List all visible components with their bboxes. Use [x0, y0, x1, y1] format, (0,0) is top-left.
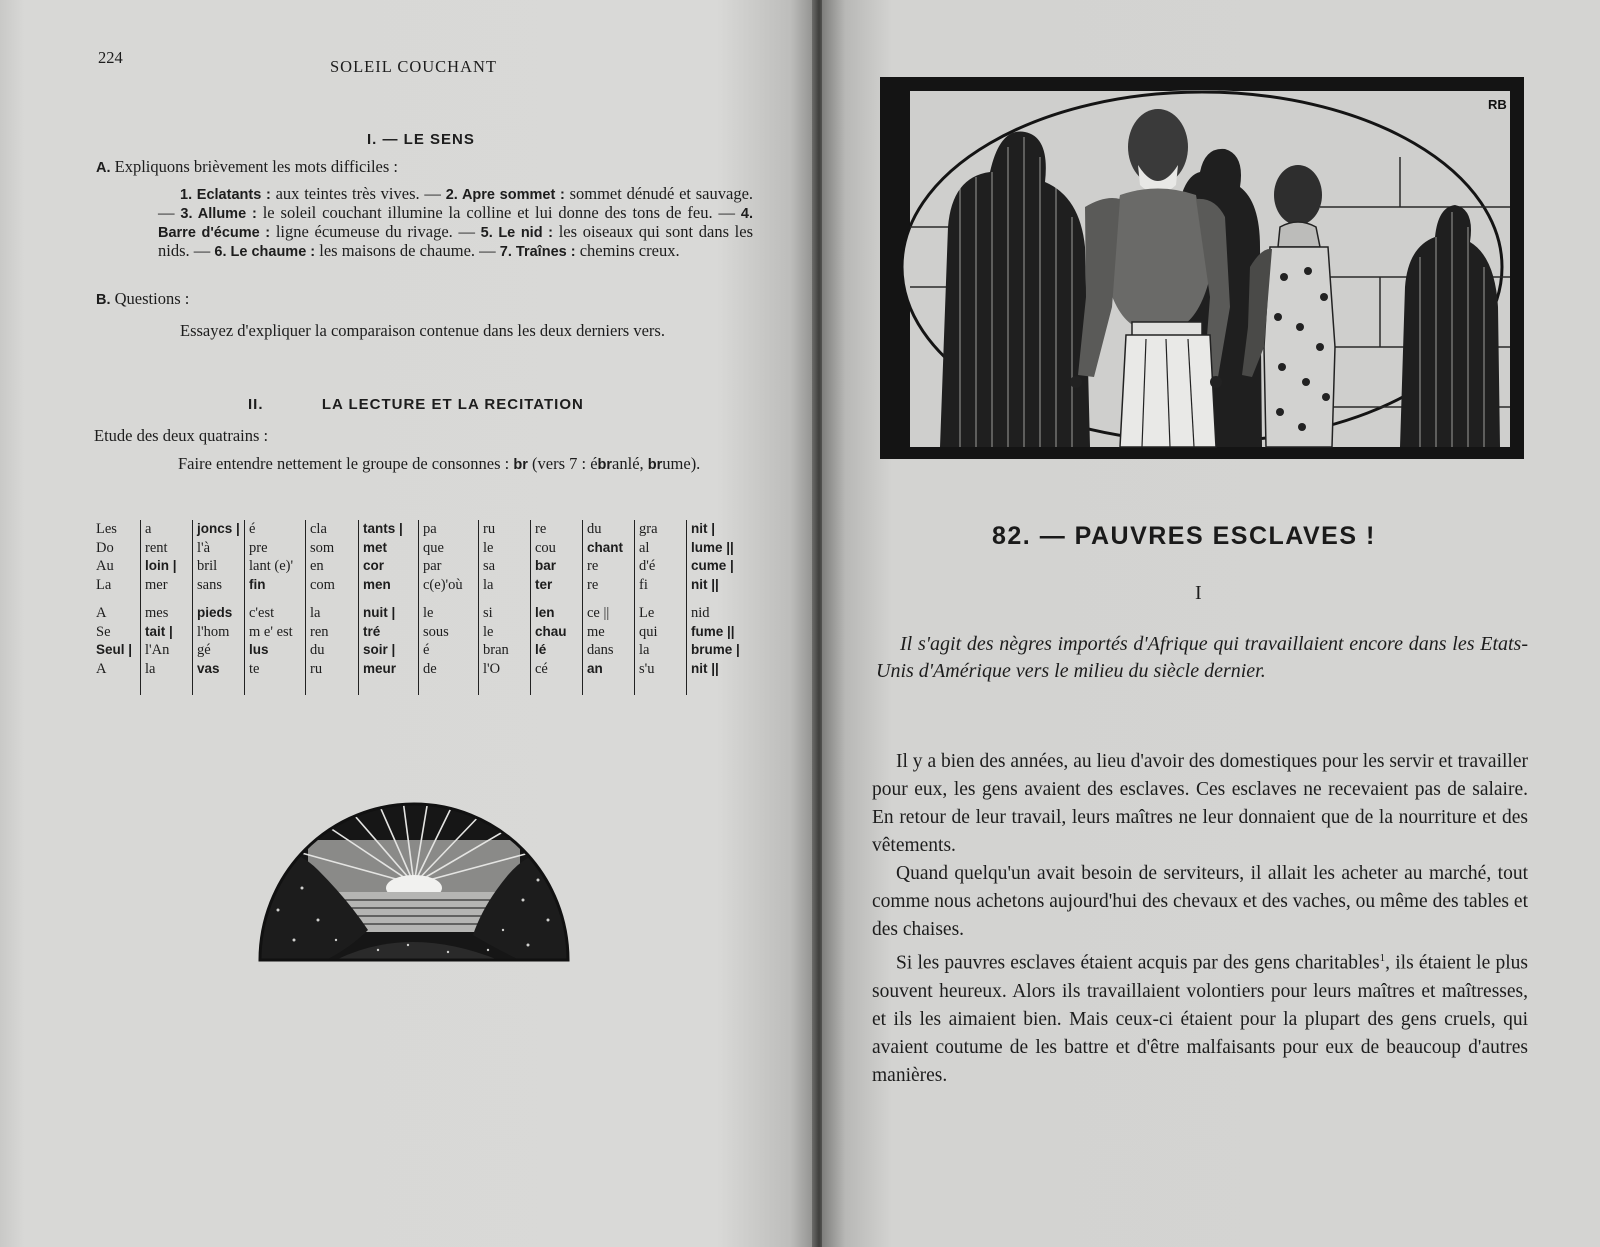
- paragraph-3-end: , ils étaient le plus souvent heureux. Alors ils travaillaient volontiers pour leurs maîtres et maîtresses, et ils les aimaient bien. Mais ceux-ci étaient pour la plupart des gens cruels, qui avaient coutume de les battre et d'être malfaisants pour eux de beaucoup d'autres manières.: [872, 952, 1528, 1086]
- syllable-column: [192, 520, 243, 695]
- study-text-5: ume).: [662, 454, 701, 473]
- syllable-cell: mer: [145, 576, 168, 593]
- syllable-cell: men: [363, 576, 391, 592]
- syllable-cell: lant (e)': [249, 558, 294, 574]
- part-a-heading: [96, 157, 398, 177]
- syllable-cell: d'é: [639, 558, 656, 574]
- syllable-cell: lume ||: [691, 539, 734, 555]
- lesson-title: 82. — PAUVRES ESCLAVES !: [992, 522, 1376, 550]
- syllable-cell: ru: [310, 660, 323, 677]
- syllable-cell: joncs |: [197, 521, 240, 536]
- syllable-cell: Au: [96, 558, 114, 574]
- syllable-cell: l'à: [197, 539, 211, 556]
- syllable-cell: fume ||: [691, 623, 735, 639]
- syllable-cell: ce ||: [587, 605, 610, 621]
- study-text-4: anlé,: [612, 454, 644, 473]
- syllable-cell: cé: [535, 660, 548, 677]
- syllable-cell: nuit |: [363, 605, 396, 620]
- section-1-title: I. — LE SENS: [367, 131, 475, 148]
- paragraph-3-start: Si les pauvres esclaves étaient acquis par des gens charitables: [896, 952, 1380, 974]
- syllable-cell: pieds: [197, 605, 233, 620]
- slaves-illustration: [880, 77, 1524, 459]
- syllable-cell: al: [639, 539, 650, 556]
- syllable-cell: Se: [96, 623, 111, 640]
- syllable-cell: si: [483, 605, 493, 621]
- syllable-cell: Seul |: [96, 642, 133, 657]
- syllable-cell: len: [535, 605, 555, 620]
- syllable-cell: sans: [197, 576, 222, 593]
- syllable-cell: la: [639, 642, 650, 658]
- syllable-cell: la: [483, 576, 494, 593]
- syllable-cell: sa: [483, 558, 496, 574]
- syllable-cell: du: [587, 521, 602, 537]
- syllable-cell: fi: [639, 576, 648, 593]
- syllable-column: [358, 520, 417, 695]
- syllable-cell: soir |: [363, 642, 396, 657]
- syllable-cell: c'est: [249, 605, 275, 621]
- study-label: Etude des deux quatrains :: [94, 426, 269, 445]
- syllable-cell: du: [310, 642, 325, 658]
- monogram-rb: RB: [1488, 97, 1507, 112]
- study-instruction: [158, 455, 753, 474]
- syllable-cell: l'hom: [197, 623, 230, 640]
- syllable-cell: cume |: [691, 558, 734, 573]
- syllable-cell: tré: [363, 623, 381, 639]
- syllable-cell: la: [310, 605, 321, 621]
- part-a-label: A.: [96, 160, 111, 176]
- syllable-cell: en: [310, 558, 324, 574]
- term-1: 1. Eclatants :: [180, 187, 271, 203]
- section-2-number: II.: [248, 396, 264, 413]
- syllable-cell: ru: [483, 521, 496, 537]
- part-b-heading: [96, 289, 189, 309]
- body-text: [872, 748, 1528, 1090]
- paragraph-3: [872, 944, 1528, 1090]
- syllable-cell: nit ||: [691, 576, 719, 592]
- part-b-label: B.: [96, 292, 111, 308]
- syllable-cell: qui: [639, 623, 658, 640]
- right-page: [822, 0, 1600, 1247]
- def-2: sommet dénudé et sauvage. —: [158, 184, 754, 222]
- syllable-cell: le: [423, 605, 434, 621]
- syllable-cell: bar: [535, 558, 557, 573]
- syllable-cell: chau: [535, 623, 567, 639]
- syllable-cell: re: [587, 576, 599, 593]
- syllable-cell: le: [483, 623, 494, 640]
- part-a-intro: Expliquons brièvement les mots difficiles :: [114, 157, 398, 176]
- def-6: les maisons de chaume. —: [319, 241, 496, 260]
- section-2-title: [248, 396, 584, 413]
- syllable-cell: sous: [423, 623, 449, 640]
- syllable-cell: nit ||: [691, 660, 719, 676]
- syllable-cell: le: [483, 539, 494, 556]
- syllable-column: [634, 520, 685, 695]
- syllable-cell: de: [423, 660, 437, 677]
- syllable-cell: Les: [96, 521, 117, 537]
- syllable-cell: loin |: [145, 558, 177, 573]
- syllable-cell: La: [96, 576, 112, 593]
- syllable-column: [582, 520, 633, 695]
- syllable-cell: ren: [310, 623, 329, 640]
- syllable-cell: nid: [691, 605, 710, 621]
- term-2: 2. Apre sommet :: [445, 187, 565, 203]
- syllable-column: [530, 520, 581, 695]
- syllable-cell: l'O: [483, 660, 501, 677]
- syllable-column: [305, 520, 357, 695]
- paragraph-2: Quand quelqu'un avait besoin de serviteurs, il allait les acheter au marché, tout comme nous achetons aujourd'hui des chevaux et des vaches, ou même des tables et des chaises.: [872, 863, 1528, 940]
- part-numeral: I: [1195, 582, 1202, 604]
- intro-paragraph: Il s'agit des nègres importés d'Afrique qui travaillaient encore dans les Etats-Unis d'Amérique vers le milieu du siècle dernier.: [876, 633, 1528, 682]
- syllable-cell: A: [96, 605, 107, 621]
- syllable-cell: nit |: [691, 521, 716, 536]
- study-br: br: [513, 457, 528, 473]
- syllable-cell: Do: [96, 539, 114, 556]
- syllable-cell: te: [249, 660, 260, 677]
- syllable-cell: A: [96, 660, 107, 677]
- syllable-cell: fin: [249, 576, 266, 592]
- def-4: ligne écumeuse du rivage. —: [275, 222, 475, 241]
- syllable-cell: que: [423, 539, 444, 556]
- syllable-cell: pa: [423, 521, 437, 537]
- syllable-cell: l'An: [145, 642, 170, 658]
- syllable-cell: par: [423, 558, 442, 574]
- syllable-cell: gra: [639, 521, 658, 537]
- syllable-cell: ter: [535, 576, 553, 592]
- syllable-cell: rent: [145, 539, 168, 556]
- paragraph-1: Il y a bien des années, au lieu d'avoir des domestiques pour les servir et travailler pour eux, les gens avaient des esclaves. Ces esclaves ne recevaient pas de salaire. En retour de leur travail, leurs maîtres ne leur donnaient que de la nourriture et des vêtements.: [872, 751, 1528, 856]
- syllable-cell: cou: [535, 539, 556, 556]
- syllable-cell: an: [587, 660, 603, 676]
- syllable-cell: re: [587, 558, 599, 574]
- syllable-cell: Le: [639, 605, 655, 621]
- term-3: 3. Allume :: [180, 206, 257, 222]
- syllable-cell: re: [535, 521, 547, 537]
- syllable-cell: vas: [197, 660, 220, 676]
- syllable-cell: é: [249, 521, 256, 537]
- syllable-cell: lé: [535, 642, 547, 657]
- syllable-cell: com: [310, 576, 335, 593]
- syllable-cell: bril: [197, 558, 218, 574]
- footnote-marker: 1: [1379, 952, 1386, 964]
- syllable-cell: gé: [197, 642, 211, 658]
- syllable-cell: mes: [145, 605, 169, 621]
- syllable-cell: tait |: [145, 623, 173, 639]
- study-br-3: br: [647, 457, 663, 473]
- syllable-column: [418, 520, 477, 695]
- sunset-vignette-illustration: [258, 800, 570, 964]
- study-text-1: Faire entendre nettement le groupe de consonnes :: [178, 454, 510, 473]
- syllable-column: [478, 520, 529, 695]
- study-text-3: é: [590, 454, 598, 473]
- syllable-cell: tants |: [363, 521, 403, 536]
- syllable-column: [686, 520, 759, 695]
- syllable-cell: s'u: [639, 660, 655, 677]
- syllable-cell: pre: [249, 539, 268, 556]
- term-7: 7. Traînes :: [499, 244, 576, 260]
- syllable-cell: lus: [249, 642, 269, 657]
- syllable-cell: m e' est: [249, 623, 293, 640]
- term-4: 4. Barre d'écume :: [158, 206, 754, 241]
- section-2-label: LA LECTURE ET LA RECITATION: [321, 396, 584, 413]
- term-5: 5. Le nid :: [480, 225, 553, 241]
- part-b-intro: Questions :: [114, 289, 190, 308]
- syllable-cell: la: [145, 660, 156, 677]
- def-7: chemins creux.: [579, 241, 680, 260]
- syllable-column: [92, 520, 138, 695]
- syllable-cell: cor: [363, 558, 385, 573]
- syllable-cell: cla: [310, 521, 327, 537]
- def-1: aux teintes très vives. —: [275, 184, 441, 203]
- def-3: le soleil couchant illumine la colline et lui donne des tons de feu. —: [262, 203, 735, 222]
- running-head: SOLEIL COUCHANT: [330, 57, 498, 76]
- syllable-column: [140, 520, 191, 695]
- syllable-cell: dans: [587, 642, 614, 658]
- syllable-cell: c(e)'où: [423, 576, 463, 593]
- definitions-paragraph: [158, 185, 753, 261]
- syllable-column: [244, 520, 304, 695]
- syllable-cell: bran: [483, 642, 509, 658]
- term-6: 6. Le chaume :: [214, 244, 316, 260]
- syllable-cell: chant: [587, 539, 624, 555]
- study-text-2: (vers 7 :: [532, 454, 587, 473]
- syllable-cell: som: [310, 539, 335, 556]
- syllable-cell: meur: [363, 660, 397, 676]
- page-number: 224: [98, 48, 123, 67]
- def-5: les oiseaux qui sont dans les nids. —: [158, 222, 753, 260]
- question-text: Essayez d'expliquer la comparaison contenue dans les deux derniers vers.: [180, 321, 665, 340]
- syllable-cell: brume |: [691, 642, 740, 657]
- syllable-cell: met: [363, 539, 388, 555]
- syllable-cell: a: [145, 521, 152, 537]
- study-br-2: br: [597, 457, 613, 473]
- syllable-cell: é: [423, 642, 430, 658]
- syllable-cell: me: [587, 623, 605, 640]
